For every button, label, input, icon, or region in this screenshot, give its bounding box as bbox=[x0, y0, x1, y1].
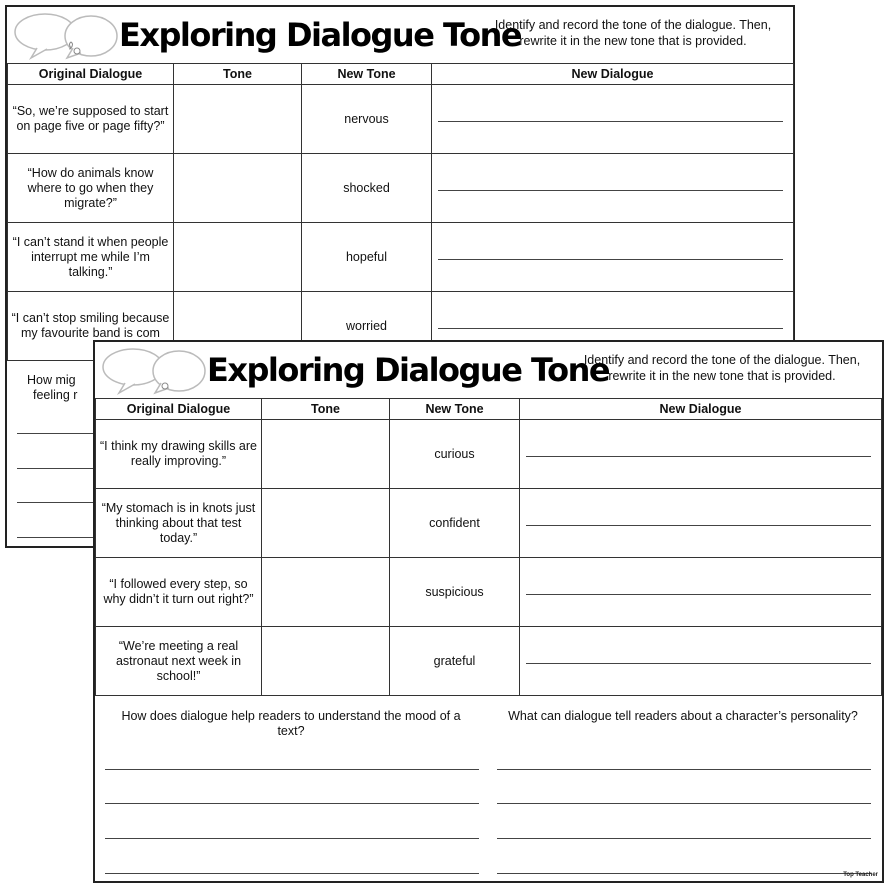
writing-line bbox=[438, 259, 783, 260]
reflection-section bbox=[95, 702, 882, 881]
new-tone-cell: shocked bbox=[302, 154, 432, 223]
worksheet-header bbox=[7, 7, 793, 63]
new-tone-cell: confident bbox=[390, 489, 520, 558]
tone-answer-cell[interactable] bbox=[174, 223, 302, 292]
table-row bbox=[8, 85, 794, 154]
instructions: Identify and record the tone of the dialogue. Then, rewrite it in the new tone that is provided. bbox=[494, 18, 772, 48]
writing-line[interactable] bbox=[497, 803, 871, 804]
writing-line bbox=[526, 456, 871, 457]
new-tone-cell: suspicious bbox=[390, 558, 520, 627]
new-dialogue-answer-cell[interactable] bbox=[432, 85, 794, 154]
original-dialogue-cell: “I think my drawing skills are really improving.” bbox=[96, 420, 262, 489]
tone-answer-cell[interactable] bbox=[174, 85, 302, 154]
reflection-question bbox=[27, 373, 77, 403]
page-title: Exploring Dialogue Tone bbox=[207, 351, 610, 389]
writing-line bbox=[526, 594, 871, 595]
dialogue-table bbox=[95, 398, 882, 696]
tone-answer-cell[interactable] bbox=[262, 558, 390, 627]
column-header: New Tone bbox=[302, 64, 432, 85]
writing-line[interactable] bbox=[497, 873, 871, 874]
writing-line[interactable] bbox=[17, 433, 97, 434]
original-dialogue-cell: “I followed every step, so why didn’t it turn out right?” bbox=[96, 558, 262, 627]
column-header: New Tone bbox=[390, 399, 520, 420]
new-tone-cell: nervous bbox=[302, 85, 432, 154]
column-header: Tone bbox=[262, 399, 390, 420]
writing-line[interactable] bbox=[17, 537, 97, 538]
table-row bbox=[96, 627, 882, 696]
tone-answer-cell[interactable] bbox=[174, 154, 302, 223]
writing-line[interactable] bbox=[105, 838, 479, 839]
original-dialogue-cell: “My stomach is in knots just thinking about that test today.” bbox=[96, 489, 262, 558]
table-header-row bbox=[96, 399, 882, 420]
tone-answer-cell[interactable] bbox=[262, 420, 390, 489]
writing-line[interactable] bbox=[17, 468, 97, 469]
table-header-row bbox=[8, 64, 794, 85]
reflection-question-line: feeling r bbox=[33, 388, 78, 402]
writing-line[interactable] bbox=[105, 803, 479, 804]
tone-answer-cell[interactable] bbox=[262, 489, 390, 558]
original-dialogue-cell: “How do animals know where to go when they migrate?” bbox=[8, 154, 174, 223]
speech-bubbles-icon bbox=[99, 345, 211, 397]
reflection-question-line: How mig bbox=[27, 373, 76, 387]
new-tone-cell: grateful bbox=[390, 627, 520, 696]
column-header: Tone bbox=[174, 64, 302, 85]
writing-line[interactable] bbox=[105, 873, 479, 874]
new-dialogue-answer-cell[interactable] bbox=[520, 558, 882, 627]
page-title: Exploring Dialogue Tone bbox=[119, 16, 522, 54]
worksheet-header bbox=[95, 342, 882, 398]
table-row bbox=[8, 223, 794, 292]
dialogue-table bbox=[7, 63, 794, 361]
original-dialogue-cell: “I can’t stop smiling because my favourite band is com bbox=[8, 292, 174, 361]
column-header: Original Dialogue bbox=[8, 64, 174, 85]
reflection-question: What can dialogue tell readers about a character’s personality? bbox=[508, 709, 858, 723]
column-header: New Dialogue bbox=[432, 64, 794, 85]
writing-line bbox=[438, 121, 783, 122]
reflection-column bbox=[95, 702, 487, 881]
table-row bbox=[96, 558, 882, 627]
reflection-question: How does dialogue help readers to understand the mood of a text? bbox=[121, 709, 461, 738]
new-tone-cell: curious bbox=[390, 420, 520, 489]
new-dialogue-answer-cell[interactable] bbox=[432, 154, 794, 223]
table-row bbox=[96, 489, 882, 558]
new-dialogue-answer-cell[interactable] bbox=[520, 627, 882, 696]
writing-line[interactable] bbox=[497, 769, 871, 770]
column-header: New Dialogue bbox=[520, 399, 882, 420]
original-dialogue-cell: “We’re meeting a real astronaut next week in school!” bbox=[96, 627, 262, 696]
new-tone-cell: hopeful bbox=[302, 223, 432, 292]
writing-line bbox=[526, 525, 871, 526]
worksheet-front bbox=[93, 340, 884, 883]
original-dialogue-cell: “I can’t stand it when people interrupt me while I’m talking.” bbox=[8, 223, 174, 292]
instructions: Identify and record the tone of the dialogue. Then, rewrite it in the new tone that is provided. bbox=[583, 353, 861, 383]
writing-line[interactable] bbox=[105, 769, 479, 770]
writing-line[interactable] bbox=[17, 502, 97, 503]
new-dialogue-answer-cell[interactable] bbox=[432, 223, 794, 292]
column-header: Original Dialogue bbox=[96, 399, 262, 420]
writing-line bbox=[438, 328, 783, 329]
new-tone-cell: worried bbox=[302, 292, 432, 361]
tone-answer-cell[interactable] bbox=[262, 627, 390, 696]
writing-line bbox=[438, 190, 783, 191]
brand-logo: Top Teacher bbox=[843, 872, 878, 878]
new-dialogue-answer-cell[interactable] bbox=[520, 489, 882, 558]
reflection-column bbox=[487, 702, 879, 881]
new-dialogue-answer-cell[interactable] bbox=[520, 420, 882, 489]
speech-bubbles-icon bbox=[11, 10, 123, 62]
table-row bbox=[96, 420, 882, 489]
original-dialogue-cell: “So, we’re supposed to start on page five or page fifty?” bbox=[8, 85, 174, 154]
writing-line[interactable] bbox=[497, 838, 871, 839]
writing-line bbox=[526, 663, 871, 664]
table-row bbox=[8, 154, 794, 223]
